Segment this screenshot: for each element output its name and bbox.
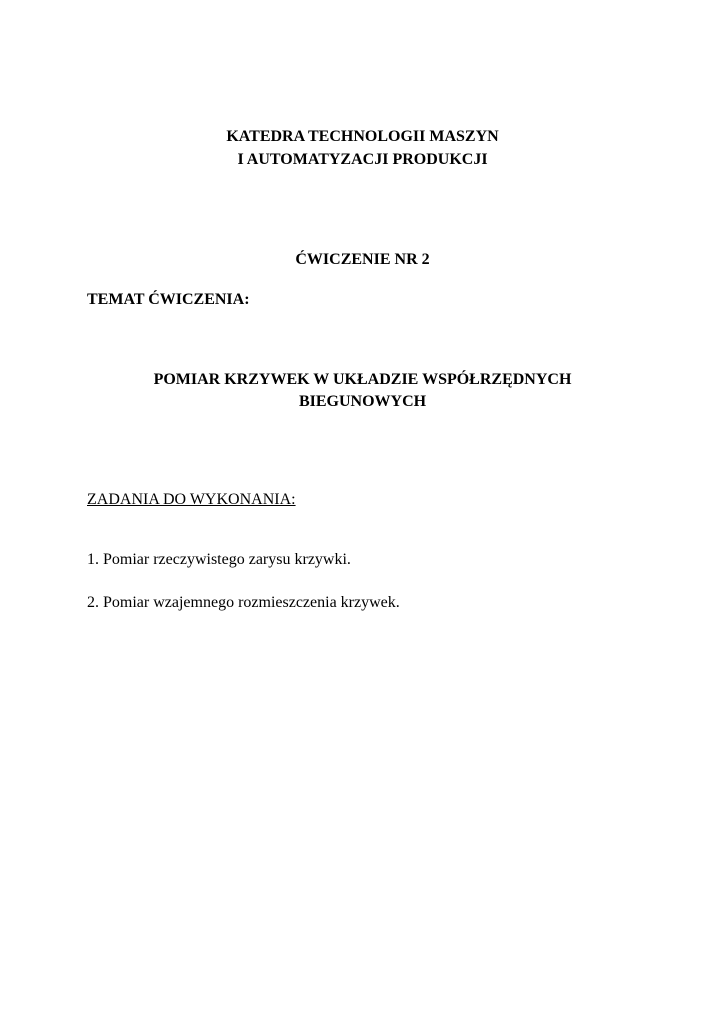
department-title-line-1: KATEDRA TECHNOLOGII MASZYN <box>226 128 499 145</box>
exercise-number: ĆWICZENIE NR 2 <box>295 251 430 268</box>
task-item: 2. Pomiar wzajemnego rozmieszczenia krzywek. <box>87 594 400 611</box>
task-item: 1. Pomiar rzeczywistego zarysu krzywki. <box>87 551 351 568</box>
tasks-heading: ZADANIA DO WYKONANIA: <box>87 491 296 508</box>
topic-title-line-2: BIEGUNOWYCH <box>298 393 427 410</box>
topic-title-line-1: POMIAR KRZYWEK W UKŁADZIE WSPÓŁRZĘDNYCH <box>153 371 572 388</box>
topic-label: TEMAT ĆWICZENIA: <box>87 291 250 308</box>
department-title-line-2: I AUTOMATYZACJI PRODUKCJI <box>237 151 488 168</box>
